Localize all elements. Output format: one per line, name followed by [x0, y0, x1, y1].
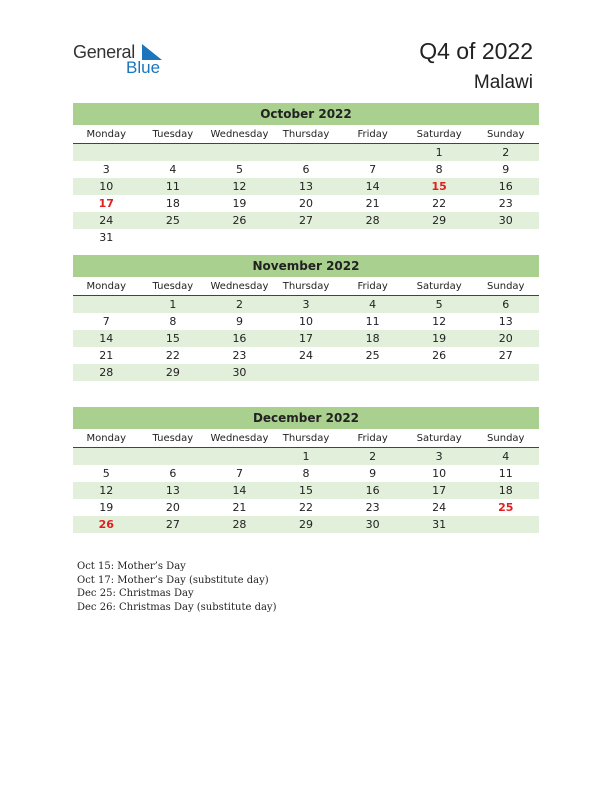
week-row	[73, 330, 539, 347]
day-cell: 4	[502, 450, 510, 463]
day-cell: 27	[165, 518, 180, 531]
day-cell: 4	[169, 163, 177, 176]
day-cell: 6	[169, 467, 177, 480]
weekday-header-row	[73, 278, 539, 296]
day-cell: 10	[432, 467, 447, 480]
week-row	[73, 229, 539, 246]
day-cell: 12	[232, 180, 247, 193]
day-cell: 8	[435, 163, 443, 176]
day-cell: 19	[232, 197, 247, 210]
day-cell: 29	[165, 366, 180, 379]
day-cell: 13	[299, 180, 314, 193]
holiday-note: Oct 17: Mother’s Day (substitute day)	[77, 574, 269, 586]
day-cell: 12	[99, 484, 114, 497]
day-cell	[339, 144, 406, 161]
day-cell	[73, 144, 140, 161]
day-cell: 29	[299, 518, 314, 531]
day-cell	[73, 296, 140, 313]
day-cell	[472, 364, 539, 381]
week-row	[73, 178, 539, 195]
day-cell: 20	[165, 501, 180, 514]
weekday-header-row	[73, 430, 539, 448]
day-cell: 14	[365, 180, 380, 193]
holiday-notes	[77, 560, 276, 614]
day-cell	[206, 448, 273, 465]
weekday-label: Saturday	[416, 433, 462, 444]
weekday-label: Sunday	[487, 433, 525, 444]
holiday-note: Dec 26: Christmas Day (substitute day)	[77, 601, 277, 613]
day-cell	[406, 229, 473, 246]
day-cell: 27	[498, 349, 513, 362]
day-cell	[472, 516, 539, 533]
day-cell: 8	[302, 467, 310, 480]
weekday-header-row	[73, 126, 539, 144]
day-cell: 11	[365, 315, 380, 328]
week-row	[73, 499, 539, 516]
day-cell: 2	[369, 450, 377, 463]
day-cell	[273, 229, 340, 246]
month-title: November 2022	[73, 255, 539, 277]
day-cell: 22	[432, 197, 447, 210]
day-cell: 7	[369, 163, 377, 176]
day-cell	[73, 448, 140, 465]
day-cell: 8	[169, 315, 177, 328]
week-row	[73, 482, 539, 499]
weekday-label: Saturday	[416, 281, 462, 292]
month-calendar-december	[73, 407, 539, 533]
day-cell: 2	[235, 298, 243, 311]
day-cell: 11	[498, 467, 513, 480]
logo-word-general: General	[73, 42, 135, 62]
logo-word-blue: Blue	[126, 58, 161, 77]
weekday-label: Monday	[86, 129, 127, 140]
day-cell: 9	[502, 163, 510, 176]
holiday-day-cell: 15	[431, 180, 447, 193]
weekday-label: Tuesday	[152, 281, 194, 292]
day-cell: 15	[299, 484, 314, 497]
day-cell	[273, 364, 340, 381]
week-row	[73, 296, 539, 313]
day-cell: 30	[232, 366, 247, 379]
weekday-label: Monday	[86, 433, 127, 444]
weekday-label: Thursday	[282, 433, 330, 444]
day-cell: 30	[498, 214, 513, 227]
brand-logo	[73, 42, 173, 78]
day-cell	[472, 229, 539, 246]
week-row	[73, 347, 539, 364]
month-calendar-october	[73, 103, 539, 246]
weekday-label: Tuesday	[152, 433, 194, 444]
day-cell: 24	[299, 349, 314, 362]
weekday-label: Thursday	[282, 281, 330, 292]
day-cell: 23	[232, 349, 247, 362]
week-row	[73, 161, 539, 178]
day-cell: 11	[165, 180, 180, 193]
day-cell: 16	[365, 484, 380, 497]
day-cell: 24	[432, 501, 447, 514]
holiday-note: Oct 15: Mother’s Day	[77, 561, 186, 572]
day-cell: 10	[99, 180, 114, 193]
weekday-label: Friday	[357, 281, 388, 292]
day-cell: 28	[232, 518, 247, 531]
day-cell: 25	[165, 214, 180, 227]
weekday-label: Wednesday	[210, 433, 269, 444]
day-cell	[339, 229, 406, 246]
weekday-label: Thursday	[282, 129, 330, 140]
day-cell: 20	[498, 332, 513, 345]
day-cell: 10	[299, 315, 314, 328]
day-cell: 31	[432, 518, 447, 531]
holiday-day-cell: 25	[498, 501, 514, 514]
week-row	[73, 313, 539, 330]
weekday-label: Friday	[357, 129, 388, 140]
day-cell: 22	[165, 349, 180, 362]
day-cell	[206, 229, 273, 246]
week-row	[73, 465, 539, 482]
day-cell: 17	[432, 484, 447, 497]
holiday-day-cell: 26	[98, 518, 114, 531]
day-cell	[140, 229, 207, 246]
day-cell: 15	[165, 332, 180, 345]
day-cell: 14	[99, 332, 114, 345]
day-cell: 22	[299, 501, 314, 514]
page-title: Q4 of 2022	[419, 38, 533, 64]
day-cell	[140, 448, 207, 465]
week-row	[73, 364, 539, 381]
day-cell: 21	[365, 197, 380, 210]
day-cell: 4	[369, 298, 377, 311]
day-cell: 1	[169, 298, 177, 311]
weekday-label: Tuesday	[152, 129, 194, 140]
day-cell: 2	[502, 146, 510, 159]
day-cell: 5	[102, 467, 110, 480]
day-cell	[339, 364, 406, 381]
day-cell: 19	[432, 332, 447, 345]
day-cell	[273, 144, 340, 161]
day-cell: 21	[232, 501, 247, 514]
day-cell: 7	[102, 315, 110, 328]
week-row	[73, 144, 539, 161]
weekday-label: Sunday	[487, 129, 525, 140]
holiday-note: Dec 25: Christmas Day	[77, 588, 194, 600]
day-cell: 25	[365, 349, 380, 362]
day-cell: 23	[498, 197, 513, 210]
day-cell	[206, 144, 273, 161]
day-cell: 23	[365, 501, 380, 514]
day-cell: 19	[99, 501, 114, 514]
weekday-label: Monday	[86, 281, 127, 292]
day-cell: 26	[232, 214, 247, 227]
day-cell: 26	[432, 349, 447, 362]
day-cell: 13	[498, 315, 513, 328]
country-name: Malawi	[473, 72, 533, 93]
week-row	[73, 195, 539, 212]
day-cell	[140, 144, 207, 161]
day-cell: 17	[299, 332, 314, 345]
day-cell: 5	[435, 298, 443, 311]
day-cell: 12	[432, 315, 447, 328]
month-title: December 2022	[73, 407, 539, 429]
day-cell: 18	[498, 484, 513, 497]
day-cell: 21	[99, 349, 114, 362]
day-cell: 3	[302, 298, 310, 311]
day-cell: 7	[235, 467, 243, 480]
month-title: October 2022	[73, 103, 539, 125]
week-row	[73, 516, 539, 533]
day-cell: 20	[299, 197, 314, 210]
day-cell: 30	[365, 518, 380, 531]
day-cell: 6	[302, 163, 310, 176]
day-cell: 27	[299, 214, 314, 227]
day-cell: 9	[235, 315, 243, 328]
day-cell: 16	[498, 180, 513, 193]
day-cell: 1	[302, 450, 310, 463]
day-cell: 14	[232, 484, 247, 497]
weekday-label: Wednesday	[210, 129, 269, 140]
day-cell: 28	[365, 214, 380, 227]
weekday-label: Sunday	[487, 281, 525, 292]
holiday-day-cell: 17	[98, 197, 114, 210]
week-row	[73, 448, 539, 465]
day-cell: 31	[99, 231, 114, 244]
day-cell: 29	[432, 214, 447, 227]
day-cell: 18	[365, 332, 380, 345]
day-cell: 3	[102, 163, 110, 176]
day-cell: 1	[435, 146, 443, 159]
day-cell: 13	[165, 484, 180, 497]
day-cell: 3	[435, 450, 443, 463]
weekday-label: Wednesday	[210, 281, 269, 292]
day-cell: 16	[232, 332, 247, 345]
weekday-label: Saturday	[416, 129, 462, 140]
weekday-label: Friday	[357, 433, 388, 444]
day-cell: 5	[235, 163, 243, 176]
day-cell: 24	[99, 214, 114, 227]
day-cell: 9	[369, 467, 377, 480]
month-calendar-november	[73, 255, 539, 381]
day-cell: 18	[165, 197, 180, 210]
day-cell: 28	[99, 366, 114, 379]
day-cell: 6	[502, 298, 510, 311]
day-cell	[406, 364, 473, 381]
week-row	[73, 212, 539, 229]
